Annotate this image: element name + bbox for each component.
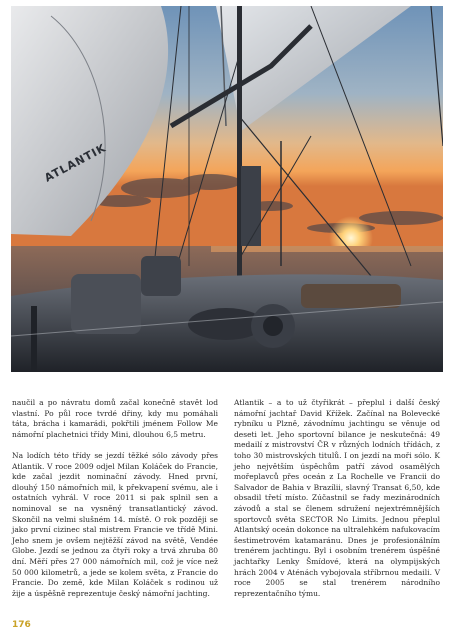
paragraph: naučil a po návratu domů začal konečně stavět lod vlastní. Po půl roce tvrdé dřiny, kdy mu pomáhali táta, brácha i kamarádi, pokřtili jménem Follow Me námořní plachetnici třídy Mini, dlouhou 6,5 metru. bbox=[12, 398, 218, 439]
article-column-left bbox=[12, 398, 218, 599]
svg-text:ATLANTIK: ATLANTIK bbox=[42, 141, 109, 185]
mast bbox=[237, 6, 242, 296]
paragraph: Atlantik – a to už čtyřikrát – přeplul i další český námořní jachtař David Křížek. Začínal na Bolevecké rybníku u Plzně, závodnímu jachtingu se věnuje od deseti let. Jeho sportovní bilance je neskutečná: 49 medailí z mistrovství ČR v různých lodních třídách, z toho 30 mistrovských titulů. I on jezdí na moři sólo. K jeho největším úspěchům patří závod osamělých mořeplavců přes oceán z La Rochelle ve Francii do Salvador de Bahia v Brazílii, slavný Transat 6,50, kde obsadil třetí místo. Zúčastnil se řady mezinárodních závodů a stal se členem sdružení nejextrémnějších sportovců světa SECTOR No Limits. Jednou přeplul Atlantský oceán dokonce na ultralehkém nafukovacím šestimetrovém katamaránu. Dnes je profesionálním trenérem jachtingu. Byl i osobním trenérem úspěšné jachtařky Lenky Šmídové, která na olympijských hrách 2004 v Aténách vybojovala stříbrnou medaili. V roce 2005 se stal trenérem národního reprezentačního týmu. bbox=[234, 398, 440, 598]
paragraph: Na lodích této třídy se jezdí těžké sólo závody přes Atlantik. V roce 2009 odjel Milan Koláček do Francie, kde začal jezdit nominační závody. Hned první, dlouhý 150 námořních mil, k překvapení svému, ale i ostatních vyhrál. V roce 2011 si pak splnil sen a nominoval se na vysněný transatlantický závod. Skončil na velmi slušném 14. místě. O rok později se jako první cizinec stal mistrem Francie ve třídě Mini. Jeho snem je ovšem nejtěžší závod na světě, Vendée Globe. Jezdí se jednou za čtyři roky a trvá zhruba 80 dní. Měří přes 27 000 námořních mil, což je více než 50 000 kilometrů, a jede se kolem světa, z Francie do Francie. Do země, kde Milan Koláček s rodinou už žije a úspěšně reprezentuje český námořní jachting. bbox=[12, 450, 218, 598]
page-number: 176 bbox=[12, 620, 31, 630]
sailing-sunset-photo bbox=[11, 6, 443, 372]
article-column-right bbox=[234, 398, 440, 599]
